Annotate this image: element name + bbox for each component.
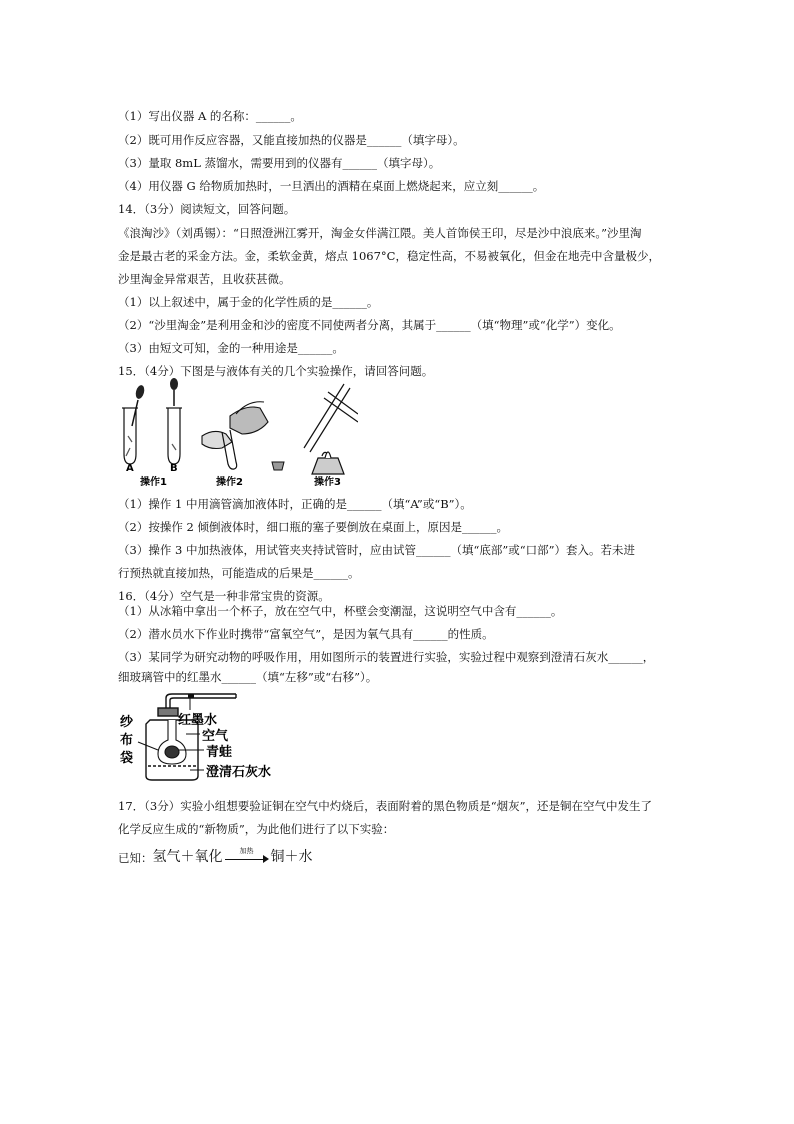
test-tube-b <box>166 408 182 464</box>
label-limewater: 澄清石灰水 <box>206 765 272 780</box>
text-line-q16-3a: （3）某同学为研究动物的呼吸作用，用如图所示的装置进行实验，实验过程中观察到澄清石灰水______， <box>118 650 655 664</box>
dropper-b <box>170 378 178 406</box>
label-bag-2: 布 <box>120 733 134 748</box>
text-line-q16-2: （2）潜水员水下作业时携带“富氧空气”，是因为氧气具有______的性质。 <box>118 627 494 641</box>
text-line-q14-p1: 《浪淘沙》（刘禹锡）：“日照澄洲江雾开，淘金女伴满江隈。美人首饰侯王印，尽是沙中浪底来。”沙里淘 <box>118 226 642 240</box>
text-line-q15-3a: （3）操作 3 中加热液体，用试管夹夹持试管时，应由试管______（填“底部”或“口部”）套入。若未进 <box>118 543 635 557</box>
text-line-q14-1: （1）以上叙述中，属于金的化学性质的是______。 <box>118 295 379 309</box>
text-line-q14-3: （3）由短文可知，金的一种用途是______。 <box>118 341 344 355</box>
label-bag-1: 纱 <box>120 715 134 730</box>
label-b: B <box>170 463 178 474</box>
text-line-q15-3b: 行预热就直接加热，可能造成的后果是______。 <box>118 566 360 580</box>
text-line-q13-2: （2）既可用作反应容器，又能直接加热的仪器是______（填字母）。 <box>118 133 465 147</box>
op1-label: 操作1 <box>140 477 167 488</box>
text-line-q16-3b: 细玻璃管中的红墨水______（填“左移”或“右移”）。 <box>118 670 378 684</box>
frog <box>165 746 179 758</box>
text-line-q17-b: 化学反应生成的“新物质”，为此他们进行了以下实验： <box>118 822 395 836</box>
stopper <box>272 462 284 470</box>
formula-rhs: 铜＋水 <box>270 849 313 865</box>
label-frog: 青蛙 <box>206 745 233 760</box>
text-line-q14-p2: 金是最古老的采金方法。金，柔软金黄，熔点 1067°C，稳定性高，不易被氧化，但金在地壳中含量极少， <box>118 249 660 263</box>
text-line-q14-p3: 沙里淘金异常艰苦，且收获甚微。 <box>118 272 291 286</box>
text-line-q14-2: （2）“沙里淘金”是利用金和沙的密度不同使两者分离，其属于______（填“物理”或“化学”）变化。 <box>118 318 621 332</box>
dropper-a <box>132 384 146 426</box>
text-line-q13-1: （1）写出仪器 A 的名称：______。 <box>118 109 302 123</box>
text-line-q13-3: （3）量取 8mL 蒸馏水，需要用到的仪器有______（填字母）。 <box>118 156 441 170</box>
op2-label: 操作2 <box>216 477 243 488</box>
text-line-q13-4: （4）用仪器 G 给物质加热时，一旦洒出的酒精在桌面上燃烧起来，应立刻______。 <box>118 179 545 193</box>
text-line-q15-1: （1）操作 1 中用滴管滴加液体时，正确的是______（填“A”或“B”）。 <box>118 497 472 511</box>
text-line-q16-1: （1）从冰箱中拿出一个杯子，放在空气中，杯壁会变潮湿，这说明空气中含有______。 <box>118 604 563 618</box>
q16-figure <box>118 690 308 790</box>
reaction-formula <box>118 846 313 866</box>
text-line-q17-a: 17．（3分）实验小组想要验证铜在空气中灼烧后，表面附着的黑色物质是“烟灰”，还是铜在空气中发生了 <box>118 799 652 813</box>
label-red-ink: 红墨水 <box>178 713 218 728</box>
pouring-hands <box>202 402 268 449</box>
text-line-q16-title: 16．（4分）空气是一种非常宝贵的资源。 <box>118 589 330 603</box>
label-a: A <box>126 463 134 474</box>
q15-figure <box>118 378 358 490</box>
label-bag-3: 袋 <box>120 751 134 766</box>
text-line-q14-title: 14．（3分）阅读短文，回答问题。 <box>118 202 296 216</box>
red-ink-drop <box>188 694 194 698</box>
reaction-condition: 加热 <box>239 847 254 855</box>
op3-label: 操作3 <box>314 477 341 488</box>
heating-setup <box>304 384 358 474</box>
reaction-arrow <box>225 848 269 866</box>
text-line-q15-2: （2）按操作 2 倾倒液体时，细口瓶的塞子要倒放在桌面上，原因是______。 <box>118 520 508 534</box>
test-tube-a <box>122 408 138 464</box>
label-air: 空气 <box>202 729 229 744</box>
formula-prefix: 已知： <box>118 851 153 865</box>
text-line-q15-title: 15．（4分）下图是与液体有关的几个实验操作，请回答问题。 <box>118 364 434 378</box>
formula-lhs: 氢气＋氧化 <box>152 849 223 865</box>
